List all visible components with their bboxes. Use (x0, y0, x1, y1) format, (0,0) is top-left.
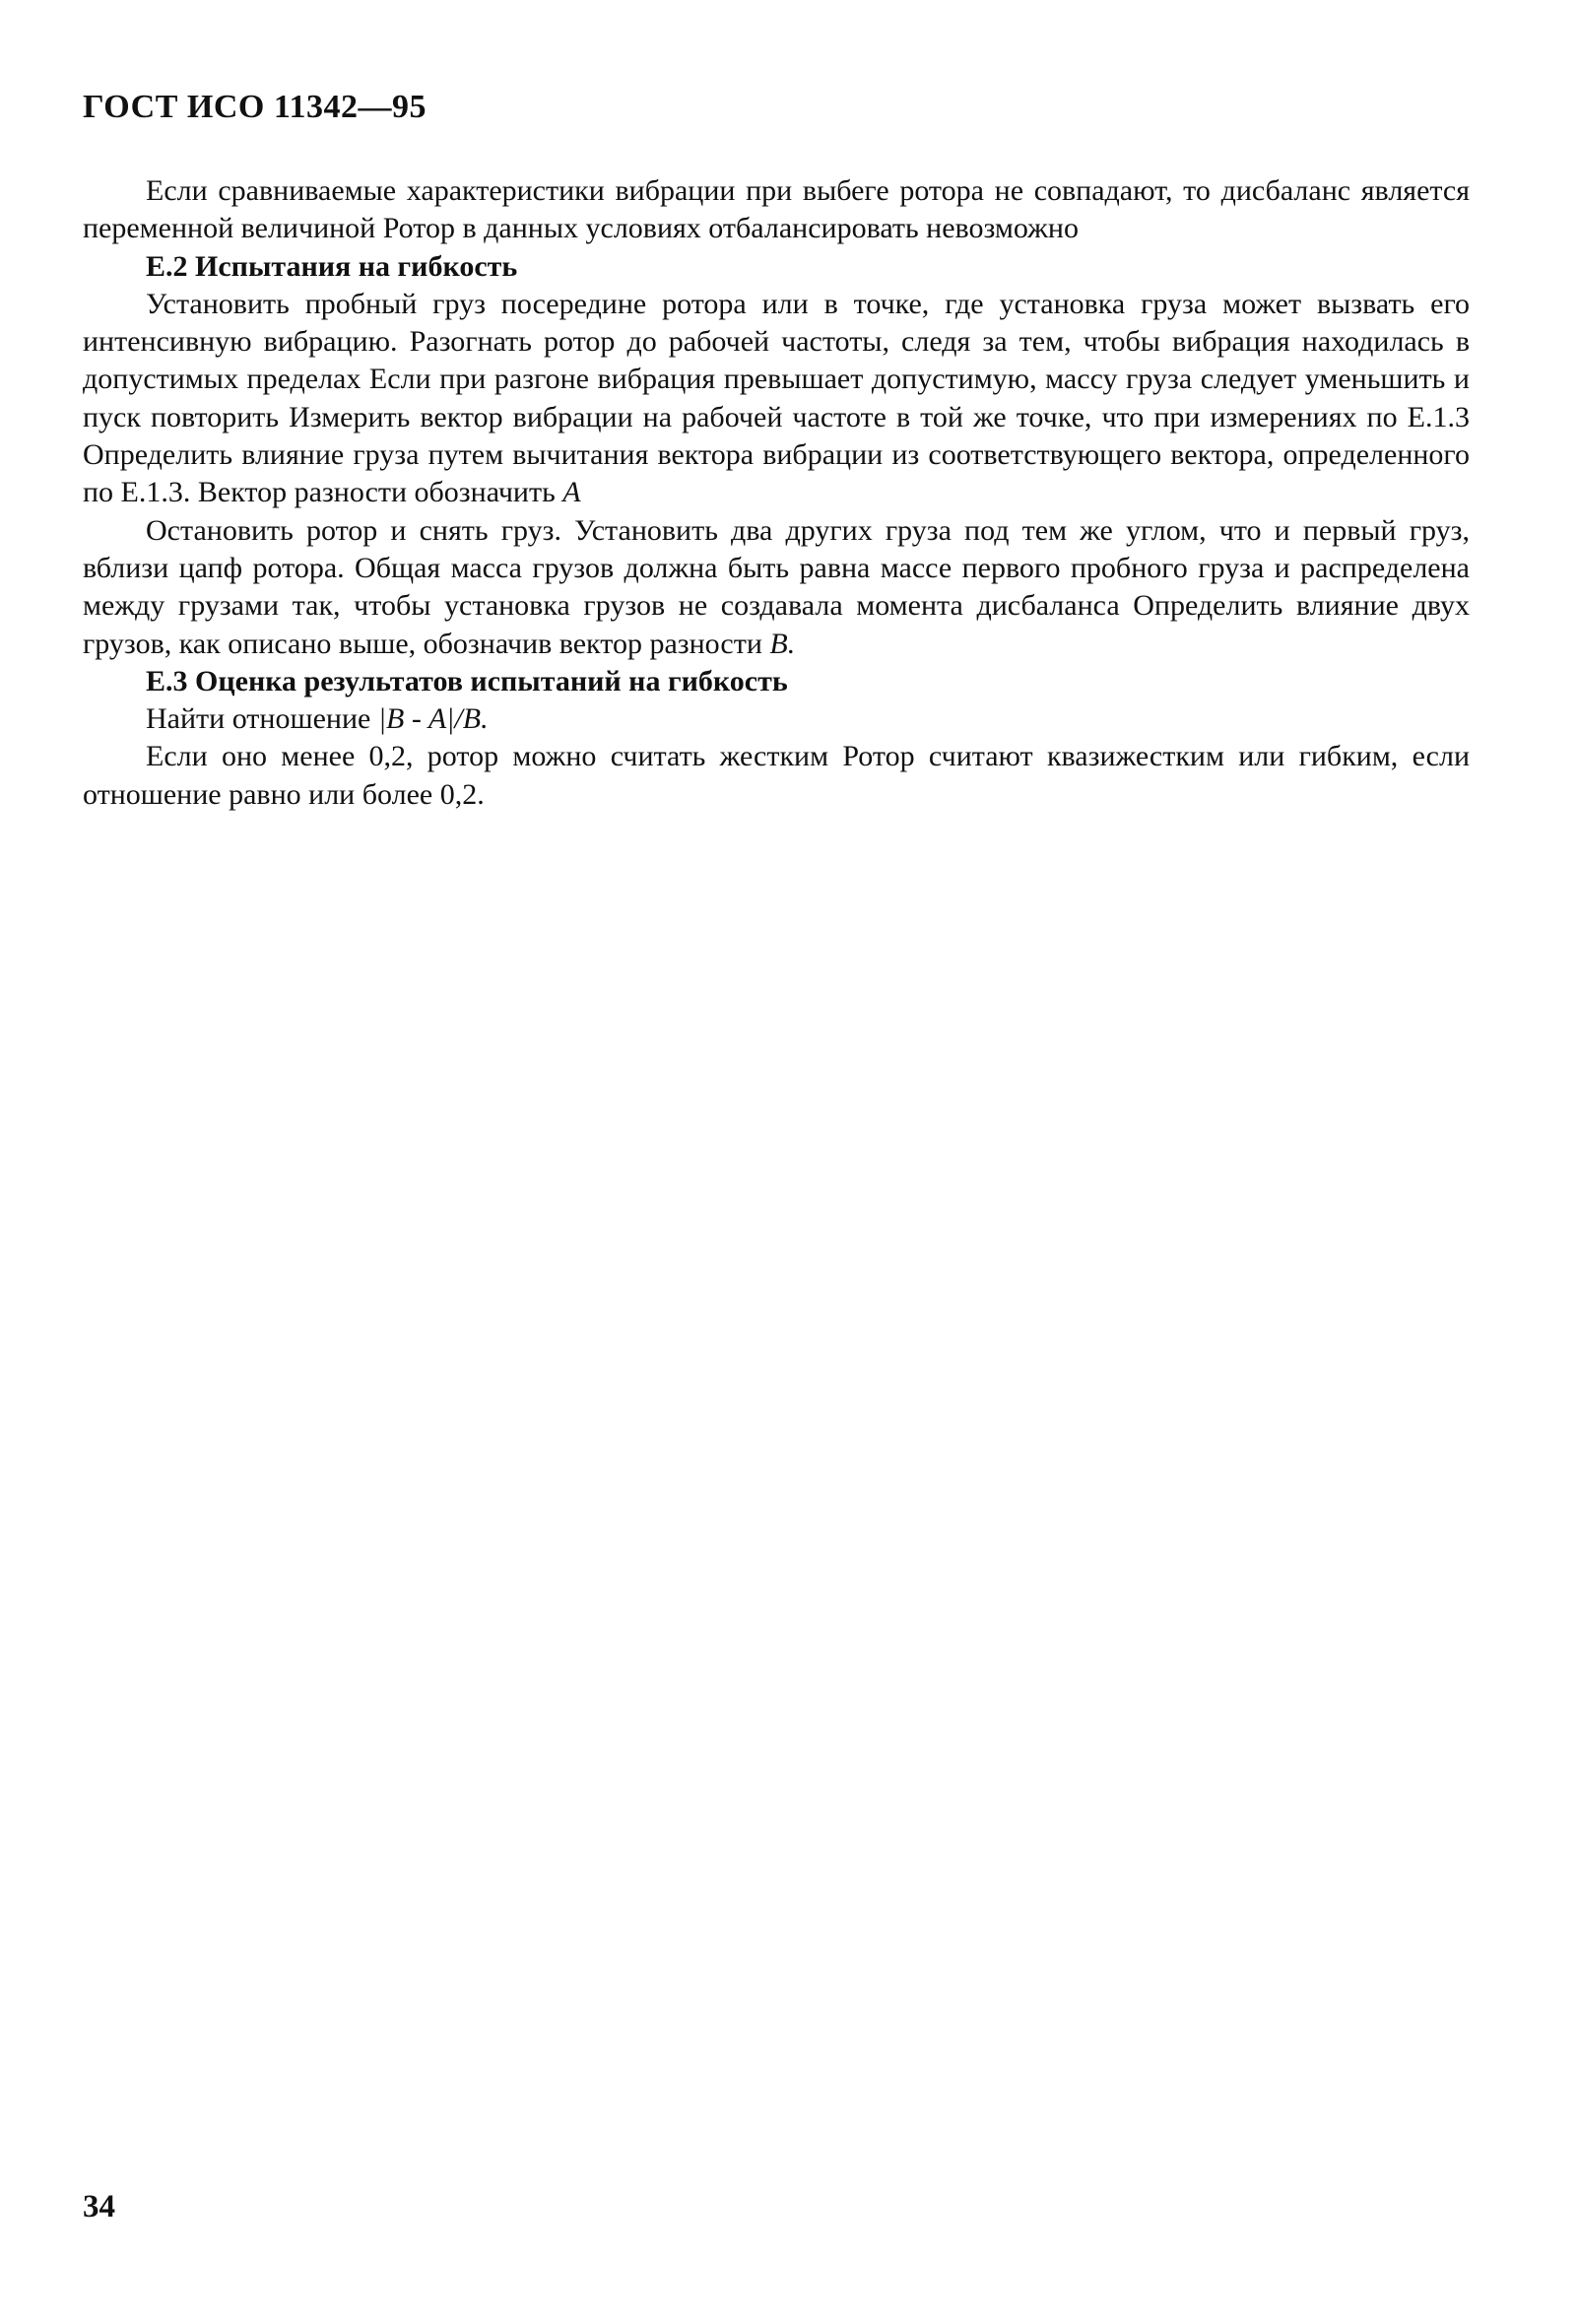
paragraph-text: Остановить ротор и снять груз. Установить два других груза под тем же углом, что и первый груз, вблизи цапф ротора. Общая масса грузов должна быть равна массе первого пробного груза и распределена между грузами так, чтобы установка грузов не создавала момента дисбаланса Определить влияние двух грузов, как описано выше, обозначив вектор разности (83, 513, 1470, 660)
vector-symbol-a: A (562, 476, 581, 509)
document-code-header: ГОСТ ИСО 11342—95 (83, 89, 427, 125)
section-heading-e3: Е.3 Оценка результатов испытаний на гибкость (146, 664, 788, 697)
paragraph-text: Найти отношение (146, 702, 371, 736)
vector-symbol-b: B. (769, 627, 796, 660)
paragraph-variable-unbalance (83, 172, 1470, 248)
paragraph-rigidity-criterion (83, 738, 1470, 814)
document-body (83, 172, 1470, 814)
paragraph-ratio-formula (83, 700, 1470, 738)
paragraph-text: Если сравниваемые характеристики вибрации при выбеге ротора не совпадают, то дисбаланс является переменной величиной Ротор в данных условиях отбалансировать невозможно (83, 174, 1470, 245)
paragraph-text: Если оно менее 0,2, ротор можно считать жестким Ротор считают квазижестким или гибким, если отношение равно или более 0,2. (83, 740, 1470, 811)
paragraph-two-weights-procedure (83, 512, 1470, 663)
paragraph-flexibility-test-procedure (83, 286, 1470, 512)
page-number: 34 (83, 2189, 115, 2224)
ratio-formula: |B - A|/B. (377, 702, 489, 736)
section-heading-e2: Е.2 Испытания на гибкость (146, 249, 518, 283)
paragraph-text: Установить пробный груз посередине ротора или в точке, где установка груза может вызвать его интенсивную вибрацию. Разогнать ротор до рабочей частоты, следя за тем, чтобы вибрация находилась в допустимых пределах Если при разгоне вибрация превышает допустимую, массу груза следует уменьшить и пуск повторить Измерить вектор вибрации на рабочей частоте в той же точке, что при измерениях по Е.1.3 Определить влияние груза путем вычитания вектора вибрации из соответствующего вектора, определенного по Е.1.3. Вектор разности обозначить (83, 287, 1470, 509)
